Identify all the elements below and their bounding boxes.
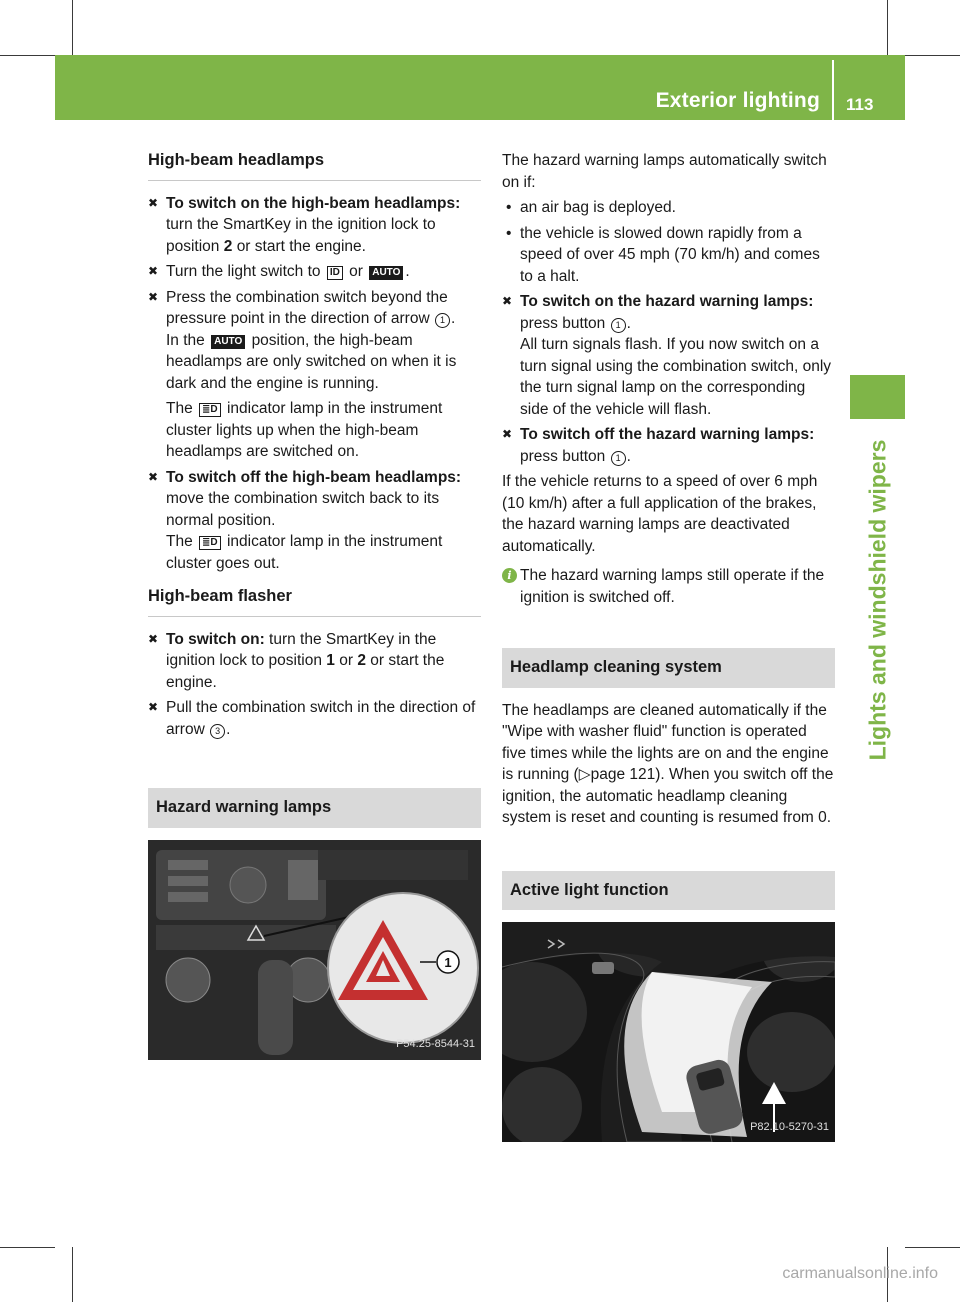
section-heading-text: Active light function [510, 880, 669, 899]
step-bold-text: To switch off the high-beam headlamps: [166, 468, 462, 486]
step-arrow-icon: ✖ [148, 700, 159, 714]
hazard-switch-figure [148, 840, 481, 1060]
page-ref-arrow-icon: ▷ [578, 766, 591, 783]
step-text: In the [166, 331, 205, 349]
step-arrow-icon: ✖ [148, 195, 159, 210]
figure-label: P82.10-5270-31 [750, 1120, 829, 1133]
hazard-bullet-1 [502, 197, 835, 219]
step-text: Press the combination switch beyond the pressure point in the direction of arrow [166, 288, 448, 327]
step-text: indicator lamp in the instrument cluster goes out. [166, 533, 443, 572]
crop-mark [905, 1247, 960, 1248]
high-beam-step-4 [148, 467, 481, 575]
step-text: or [349, 263, 363, 280]
page-number: 113 [846, 95, 874, 114]
header-separator [832, 60, 834, 120]
paragraph-text: ). When you switch off the ignition, the automatic headlamp cleaning system is reset and counting is resumed from 0. [502, 766, 834, 826]
hazard-step-2: ✖ To switch off the hazard warning lamps: press button 1 . [502, 426, 815, 465]
step-text: The [166, 533, 193, 550]
position-number: 2 [357, 652, 366, 669]
crop-mark [72, 1247, 73, 1302]
step-text: position, the high-beam headlamps are only switched on when it is dark and the engine is running. [166, 331, 457, 392]
auto-symbol-icon: AUTO [211, 335, 245, 349]
step-bold-text: To switch off the hazard warning lamps: [520, 426, 815, 443]
position-number: 2 [223, 237, 233, 255]
bullet-text: the vehicle is slowed down rapidly from a speed of over 45 mph (70 km/h) and comes to a halt. [520, 224, 820, 285]
active-light-figure [502, 922, 835, 1142]
step-note [166, 398, 481, 463]
crop-mark [887, 0, 888, 55]
watermark: carmanualsonline.info [782, 1264, 938, 1282]
flasher-step-1 [148, 629, 481, 694]
high-beam-step-1 [148, 193, 481, 258]
section-heading-text: Hazard warning lamps [156, 798, 332, 816]
step-text: Pull the combination switch in the direction of arrow [166, 699, 476, 738]
cleaning-section-heading [502, 648, 835, 688]
step-text: indicator lamp in the instrument cluster lights up when the high-beam headlamps are switched on. [166, 400, 443, 460]
low-beam-symbol-icon: ID [327, 266, 343, 280]
hazard-intro: The hazard warning lamps automatically switch on if: [502, 152, 827, 191]
paragraph-text: The headlamps are cleaned automatically if the "Wipe with washer fluid" function is operated five times while the lights are on and the engine is running ( [502, 701, 829, 783]
callout-number: 1 [611, 318, 626, 333]
position-number: 1 [326, 652, 335, 669]
step-note [166, 330, 481, 395]
info-text: The hazard warning lamps still operate if the ignition is switched off. [520, 567, 825, 606]
step-arrow-icon: ✖ [148, 469, 159, 484]
bullet-icon: • [506, 224, 512, 242]
step-text: turn the SmartKey in the ignition lock to position [166, 630, 437, 669]
step-arrow-icon: ✖ [502, 294, 513, 308]
step-text: The [166, 400, 193, 417]
callout-number: 1 [435, 313, 450, 328]
hazard-info-note [502, 565, 835, 608]
step-note [166, 531, 481, 574]
step-text: or start the engine. [236, 237, 366, 255]
step-text: or [339, 652, 354, 669]
high-beam-indicator-icon: ≣D [199, 403, 221, 417]
section-heading-text: Headlamp cleaning system [510, 658, 722, 676]
step-bold-text: To switch on: [166, 630, 265, 648]
callout-number: 1 [611, 451, 626, 466]
hazard-switch-illustration [148, 840, 481, 1060]
crop-mark [0, 55, 55, 56]
step-bold-text: To switch on the hazard warning lamps: [520, 293, 814, 310]
left-column [148, 150, 481, 1060]
page-reference-link[interactable]: page 121 [590, 766, 656, 783]
bullet-icon: • [506, 199, 512, 216]
page-title: Exterior lighting [655, 89, 820, 112]
callout-number: 3 [210, 724, 225, 739]
hazard-section-heading [148, 788, 481, 828]
crop-mark [905, 55, 960, 56]
step-text: Turn the light switch to [166, 263, 321, 280]
auto-symbol-icon: AUTO [369, 266, 403, 280]
active-light-section-heading [502, 871, 835, 911]
step-arrow-icon: ✖ [148, 631, 159, 646]
flasher-step-2: ✖ Pull the combination switch in the direction of arrow 3 . [148, 699, 476, 738]
step-arrow-icon: ✖ [148, 289, 159, 304]
side-tab-marker [850, 375, 905, 419]
step-arrow-icon: ✖ [148, 264, 159, 278]
figure-label: P54.25-8544-31 [396, 1038, 475, 1050]
chapter-tab-label: Lights and windshield wipers [864, 439, 891, 761]
hazard-step-1: ✖ To switch on the hazard warning lamps: press button 1 . All turn signals flash. If you now switch on a turn signal using the combination switch, only the turn signal lamp on the corresponding side of the vehicle will flash. [502, 291, 835, 420]
high-beam-step-2: ✖ Turn the light switch to ID or AUTO . [148, 261, 481, 283]
crop-mark [72, 0, 73, 55]
hazard-paragraph: If the vehicle returns to a speed of over 6 mph (10 km/h) after a full application of the brakes, the hazard warning lamps are deactivated automatically. [502, 473, 818, 555]
high-beam-heading: High-beam headlamps [148, 150, 481, 181]
active-light-illustration [502, 922, 835, 1142]
step-text: move the combination switch back to its normal position. [166, 490, 440, 529]
step-arrow-icon: ✖ [502, 427, 513, 441]
figure-callout-label: 1 [444, 954, 452, 970]
cleaning-paragraph [502, 700, 835, 829]
step-text: turn the SmartKey in the ignition lock to position [166, 216, 436, 255]
step-text: press button [520, 314, 606, 332]
step-note: All turn signals flash. If you now switch on a turn signal using the combination switch, only the turn signal lamp on the corresponding side of the vehicle will flash. [520, 336, 832, 418]
step-text: or start the engine. [166, 652, 445, 691]
bullet-text: an air bag is deployed. [520, 199, 676, 216]
high-beam-indicator-icon: ≣D [199, 536, 221, 550]
high-beam-step-3: ✖ Press the combination switch beyond the pressure point in the direction of arrow 1 . In the AUTO position, the high-beam headlamps are only switched on when it is dark and the engine is running. The ≣D indicator lamp in the instrument cluster lights up when the high-beam headlamps are switched on. [148, 287, 481, 463]
step-bold-text: To switch on the high-beam headlamps: [166, 194, 461, 212]
right-column [502, 150, 835, 1142]
flasher-heading: High-beam flasher [148, 586, 481, 617]
hazard-bullet-2 [502, 223, 835, 288]
crop-mark [0, 1247, 55, 1248]
step-text: press button [520, 447, 606, 465]
info-icon: i [502, 568, 517, 583]
